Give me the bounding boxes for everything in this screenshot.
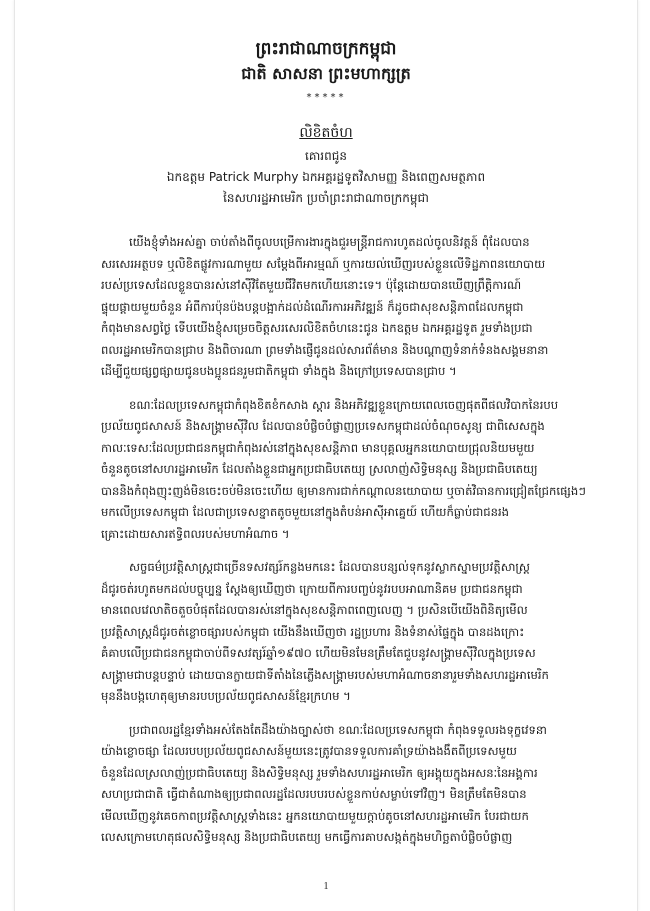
text-line: យ៉ាងខ្លោចផ្សា ដែលរបបប្រល័យពូជសាសន៍មួយនេះត្រូវបានទទួលការគាំទ្រយ៉ាងងងឹតពីប្រទេសមួយ bbox=[101, 744, 517, 758]
text-line: ប្រជាពលរដ្ឋខ្មែរទាំងអស់តែងតែដឹងយ៉ាងច្បាស់ថា ខណៈដែលប្រទេសកម្ពុជា កំពុងទទួលរងទុក្ខវេទនា bbox=[129, 722, 547, 737]
recipient-prefix: គោរពជូន bbox=[305, 149, 347, 163]
text-line: សរសេរអត្ថបទ ឬលិខិតផ្លូវការណាមួយ សម្ដែងពីអារម្មណ៍ ឬការយល់ឃើញរបស់ខ្លួនលើទិដ្ឋភាពនយោបាយ bbox=[101, 256, 546, 271]
recipient-line-1: ឯកឧត្តម Patrick Murphy ឯកអគ្គរដ្ឋទូតវិសាមញ្ញ និងពេញសមត្ថភាព bbox=[166, 170, 486, 184]
separator-stars: ***** bbox=[305, 92, 347, 103]
letter-body bbox=[101, 232, 636, 861]
text-line: លេសក្រោមហេតុផលសិទ្ធិមនុស្ស និងប្រជាធិបតេយ្យ មកធ្វើការគាបសង្កត់ក្នុងមហិច្ឆតាបំផ្លិចបំផ្លាញ bbox=[101, 830, 513, 844]
text-line: កាលៈទេសៈដែលប្រជាជនកម្ពុជាកំពុងរស់នៅក្នុងសុខសន្តិភាព មានបុគ្គលអ្នកនយោបាយជ្រុលនិយមមួយ bbox=[101, 440, 535, 455]
paragraph-3 bbox=[101, 557, 636, 708]
kingdom-heading: ព្រះរាជាណាចក្រកម្ពុជា bbox=[255, 39, 397, 59]
text-line: មកលើប្រទេសកម្ពុជា ដែលជាប្រទេសខ្នាតតូចមួយនៅក្នុងតំបន់អាស៊ីអាគ្នេយ៍ ហើយក៏ធ្លាប់ជាជនរង bbox=[101, 505, 510, 519]
text-line: មានពេលវេលាតិចតួចបំផុតដែលបានរស់នៅក្នុងសុខសន្តិភាពពេញលេញ ។ ប្រសិនបើយើងពិនិត្យមើល bbox=[101, 603, 528, 617]
text-line: ផ្ទុយផ្តាយមួយចំនួន អំពីការប៉ុនប៉ងបន្តបង្អាក់ដល់ដំណើរការអភិវឌ្ឍន៍ ក៏ដូចជាសុខសន្តិភាពដែលកម្ពុជា bbox=[101, 299, 524, 314]
text-line: របស់ប្រទេសដែលខ្លួនបានរស់នៅស៊ីវិតែមួយជីវិតមកហើយនោះទេ។ ប៉ុន្តែដោយបានឃើញព្រឹត្តិការណ៍ bbox=[101, 278, 522, 292]
page-number: 1 bbox=[323, 881, 329, 892]
text-line: សច្ចធម៌ប្រវត្តិសាស្ត្រជាច្រើនទសវត្សរ៍កន្លងមកនេះ ដែលបានបន្សល់ទុកនូវស្លាកស្នាមប្រវត្តិសាស្ត្រ bbox=[129, 560, 530, 574]
text-line: យើងខ្ញុំទាំងអស់គ្នា ចាប់តាំងពីចូលបម្រើការងារក្នុងជួរមន្ត្រីរាជការហូតដល់ចូលនិវត្តន៍ ពុំដែលបាន bbox=[129, 235, 530, 249]
text-line: ខណៈដែលប្រទេសកម្ពុជាកំពុងខិតខំកសាង ស្តារ និងអភិវឌ្ឍខ្លួនក្រោយពេលចេញផុតពីផលវិបាកនៃរបប bbox=[129, 397, 559, 412]
text-line: មុននឹងបង្កហេតុឲ្យមានរបបប្រល័យពូជសាសន៍ខ្មែរក្រហម ។ bbox=[101, 689, 351, 703]
document-page bbox=[14, 0, 638, 911]
text-line: សហប្រជាជាតិ ធ្វើជាតំណាងឲ្យប្រជាពលរដ្ឋដែលរបបរបស់ខ្លួនកាប់សម្លាប់ទៅវិញ។ មិនត្រឹមតែមិនបាន bbox=[101, 787, 527, 801]
text-line: មើលឃើញនូវគេចកាពប្រវត្តិសាស្ត្រទាំងនេះ អ្នកនយោបាយមួយក្ដាប់តូចនៅសហរដ្ឋអាមេរិក បែរជាយក bbox=[101, 808, 529, 823]
paragraph-1 bbox=[101, 232, 636, 383]
national-motto: ជាតិ សាសនា ព្រះមហាក្សត្រ bbox=[241, 64, 411, 83]
text-line: ដ៏ជូរចត់រហូតមកដល់បច្ចុប្បន្ន ស្ដែងឲ្យឃើញថា ក្រោយពីការបញ្ចប់នូវរបបអាណានិគម ប្រជាជនកម្ពុជា bbox=[101, 581, 523, 596]
text-line: គ្រោះដោយសារឥទ្ធិពលរបស់មហាអំណាច ។ bbox=[101, 526, 290, 541]
text-line: សង្គ្រាមជាបន្តបន្ទាប់ ដោយបានក្លាយជាទីតាំងនៃភ្លើងសង្គ្រាមរបស់មហាអំណាចនានារួមទាំងសហរដ្ឋអាមេរិក bbox=[101, 667, 549, 682]
paragraph-4 bbox=[101, 720, 636, 849]
recipient-line-2: នៃសហរដ្ឋអាមេរិក ប្រចាំព្រះរាជាណាចក្រកម្ពុជា bbox=[223, 191, 429, 205]
text-line: កំពុងមានសព្វថ្ងៃ ទើបយើងខ្ញុំសម្រេចចិត្តសរសេរលិខិតចំហនេះជូន ឯកឧត្តម ឯកអគ្គរដ្ឋទូត រួមទាំងប្រជា bbox=[101, 321, 533, 335]
text-line: បាននិងកំពុងញុះញង់មិនចេះចប់មិនចេះហើយ ឲ្យមានការជាក់កណ្ដាលនយោបាយ ឬចាត់វិធានការជ្រៀតជ្រែកផ្សេងៗ bbox=[101, 483, 586, 498]
letter-title: លិខិតចំហ bbox=[299, 125, 353, 141]
text-line: ប្រវត្តិសាស្ត្រដ៏ជូរចត់ខ្លោចផ្សារបស់កម្ពុជា យើងនឹងឃើញថា រដ្ឋប្រហារ និងទំនាស់ផ្ទៃក្នុង បានដងក្រោះ bbox=[101, 624, 525, 639]
text-line: ប្រល័យពូជសាសន៍ និងសង្គ្រាមស៊ីវិល ដែលបានបំផ្លិចបំផ្លាញប្រទេសកម្ពុជាដល់ចំណុចសូន្យ ជាពិសេសក្នុង bbox=[101, 419, 545, 433]
text-line: ពលរដ្ឋអាមេរិកបានជ្រាប និងពិចារណា ព្រមទាំងផ្ញើជូនដល់សារព័ត៌មាន និងបណ្ដាញទំនាក់ទំនងសង្គមនានា bbox=[101, 342, 549, 357]
text-line: ចំនួនតូចនៅសហរដ្ឋអាមេរិក ដែលតាំងខ្លួនជាអ្នកប្រជាធិបតេយ្យ ស្រលាញ់សិទ្ធិមនុស្ស និងប្រជាធិបតេយ្យ bbox=[101, 462, 538, 476]
text-line: ចំនួនដែលស្រលាញ់ប្រជាធិបតេយ្យ និងសិទ្ធិមនុស្ស រួមទាំងសហរដ្ឋអាមេរិក ឲ្យអង្គុយក្នុងអសនៈនៃអង្គការ bbox=[101, 765, 538, 780]
paragraph-2 bbox=[101, 395, 636, 546]
text-line: ដើម្បីជួយផ្សព្វផ្សាយជូនបងប្អូនជនរួមជាតិកម្ពុជា ទាំងក្នុង និងក្រៅប្រទេសបានជ្រាប ។ bbox=[101, 364, 457, 378]
text-line: គំគាបលើប្រជាជនកម្ពុជាចាប់ពីទសវត្សរ៍ឆ្នាំ១៩៧០ ហើយមិនមែនត្រឹមតែជួបនូវសង្គ្រាមស៊ីវិលក្នុងប្រទេស bbox=[101, 646, 536, 660]
